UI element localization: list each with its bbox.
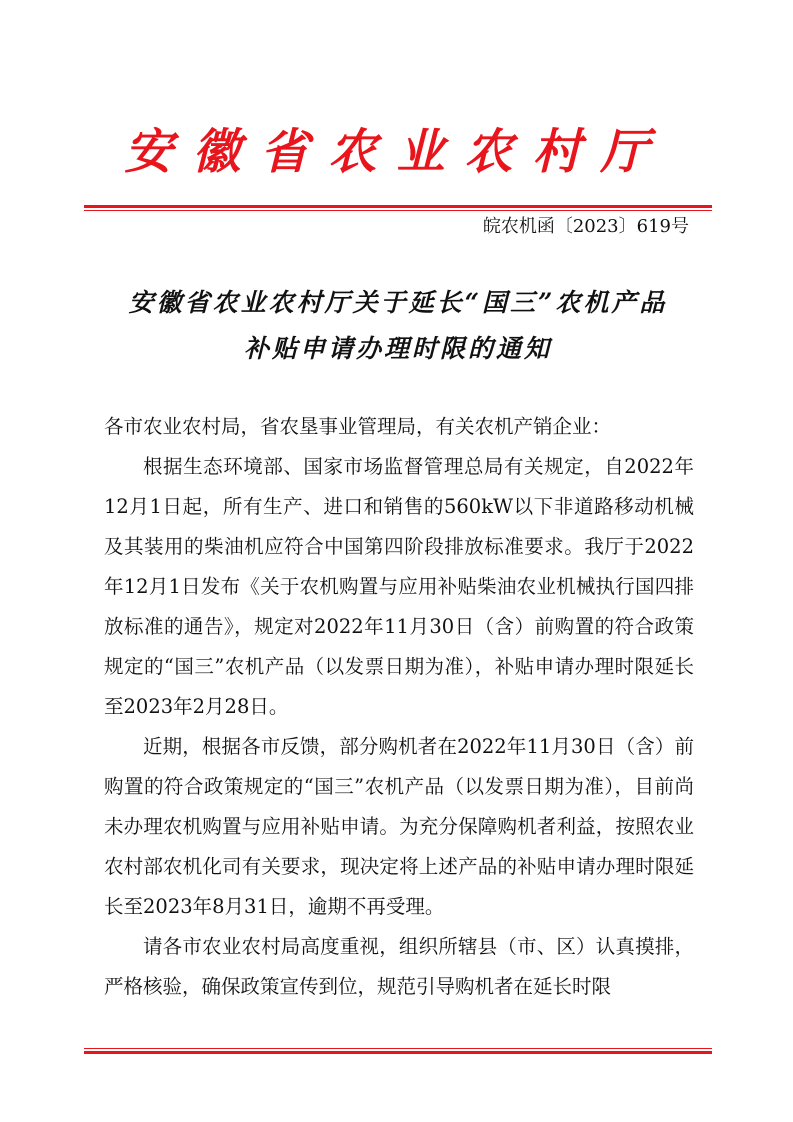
header-divider-thick [84,205,712,208]
footer-divider-thin [84,1048,712,1049]
salutation: 各市农业农村局，省农垦事业管理局，有关农机产销企业： [104,415,612,438]
body-paragraph-2: 近期，根据各市反馈，部分购机者在2022年11月30日（含）前购置的符合政策规定的“国三”农机产品（以发票日期为准），目前尚未办理农机购置与应用补贴申请。为充分保障购机者利益，按照农业农村部农机化司有关要求，现决定将上述产品的补贴申请办理时限延长至2023年8月31日，逾期不再受理。 [104,735,694,918]
document-title-line-2: 补贴申请办理时限的通知 [243,334,552,363]
footer-divider-thick [84,1051,712,1054]
issuing-organization-header: 安徽省农业农村厅 [124,124,669,180]
header-divider-thin [84,210,712,211]
document-title-line-1: 安徽省农业农村厅关于延长“国三”农机产品 [128,288,668,317]
body-paragraph-1: 根据生态环境部、国家市场监督管理总局有关规定，自2022年12月1日起，所有生产、进口和销售的560kW以下非道路移动机械及其装用的柴油机应符合中国第四阶段排放标准要求。我厅于2022年12月1日发布《关于农机购置与应用补贴柴油农业机械执行国四排放标准的通告》，规定对2022年11月30日（含）前购置的符合政策规定的“国三”农机产品（以发票日期为准），补贴申请办理时限延长至2023年2月28日。 [104,455,694,718]
body-paragraph-3: 请各市农业农村局高度重视，组织所辖县（市、区）认真摸排，严格核验，确保政策宣传到位，规范引导购机者在延长时限 [104,935,694,998]
document-number: 皖农机函〔2023〕619号 [482,216,689,237]
document-body [104,407,694,1007]
